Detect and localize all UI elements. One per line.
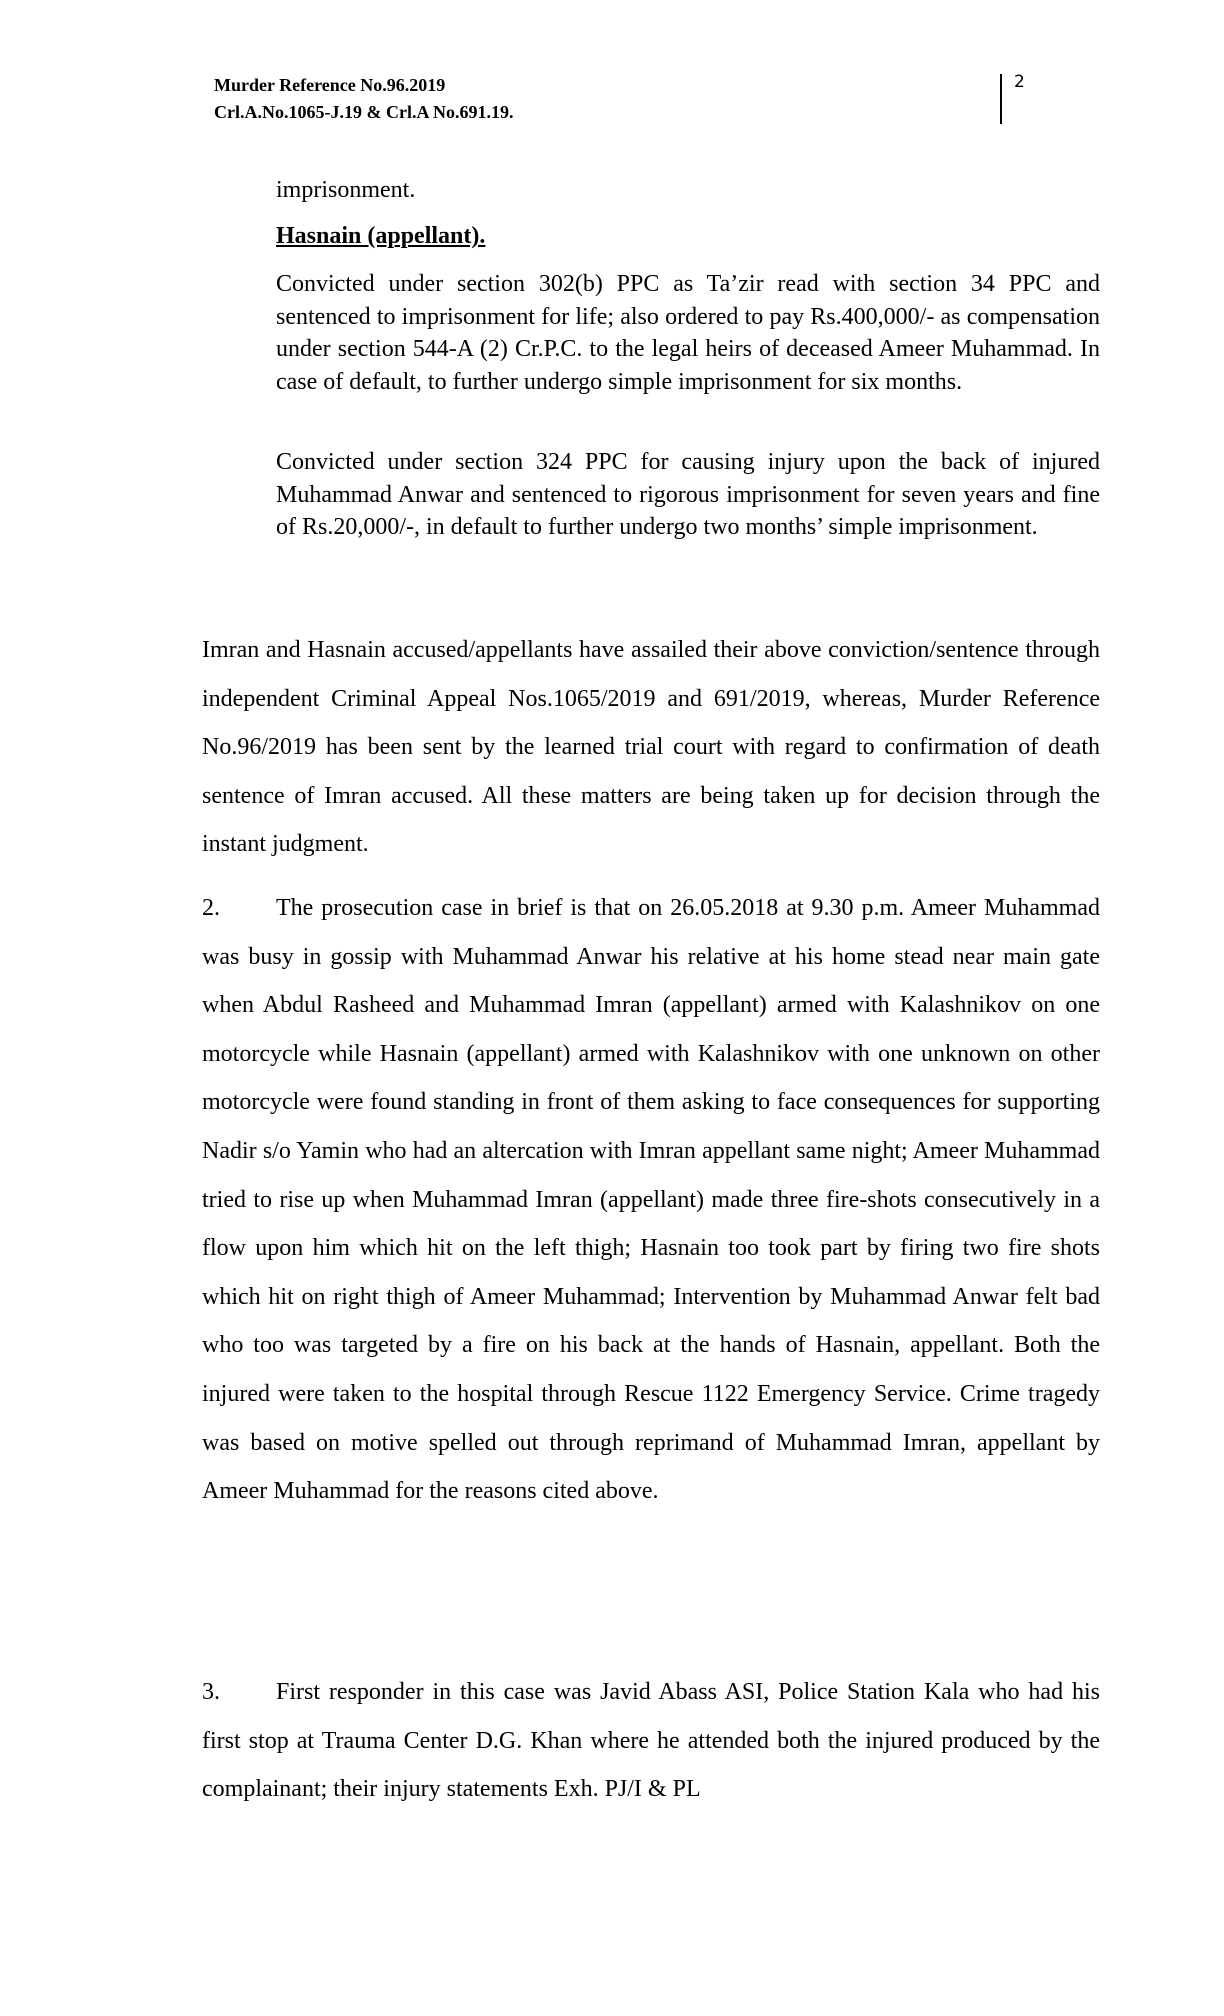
first-responder-paragraph bbox=[202, 1668, 1100, 1814]
conviction-324-text: Convicted under section 324 PPC for causing injury upon the back of injured Muhammad Anwar and sentenced to rigorous imprisonment for seven years and fine of Rs.20,000/-, in default to further undergo two months’ simple imprisonment. bbox=[276, 449, 1100, 540]
case-header-line-2: Crl.A.No.1065-J.19 & Crl.A No.691.19. bbox=[214, 102, 514, 122]
conviction-302-paragraph bbox=[276, 268, 1100, 398]
prosecution-case-paragraph bbox=[202, 884, 1100, 1516]
paragraph-number-2: 2. bbox=[202, 895, 220, 921]
page-number-divider bbox=[1000, 74, 1002, 124]
appellant-heading: Hasnain (appellant). bbox=[276, 223, 486, 249]
case-header-line-1: Murder Reference No.96.2019 bbox=[214, 75, 446, 95]
conviction-302-text: Convicted under section 302(b) PPC as Ta’zir read with section 34 PPC and sentenced to imprisonment for life; also ordered to pay Rs.400,000/- as compensation under section 544-A (2) Cr.P.C. to the legal heirs of deceased Ameer Muhammad. In case of default, to further undergo simple imprisonment for six months. bbox=[276, 271, 1100, 395]
prosecution-case-text: The prosecution case in brief is that on 26.05.2018 at 9.30 p.m. Ameer Muhammad was busy in gossip with Muhammad Anwar his relative at his home stead near main gate when Abdul Rasheed and Muhammad Imran (appellant) armed with Kalashnikov on one motorcycle while Hasnain (appellant) armed with Kalashnikov with one unknown on other motorcycle were found standing in front of them asking to face consequences for supporting Nadir s/o Yamin who had an altercation with Imran appellant same night; Ameer Muhammad tried to rise up when Muhammad Imran (appellant) made three fire-shots consecutively in a flow upon him which hit on the left thigh; Hasnain too took part by firing two fire shots which hit on right thigh of Ameer Muhammad; Intervention by Muhammad Anwar felt bad who too was targeted by a fire on his back at the hands of Hasnain, appellant. Both the injured were taken to the hospital through Rescue 1122 Emergency Service. Crime tragedy was based on motive spelled out through reprimand of Muhammad Imran, appellant by Ameer Muhammad for the reasons cited above. bbox=[202, 895, 1100, 1505]
intro-paragraph: Imran and Hasnain accused/appellants have assailed their above conviction/sentence through independent Criminal Appeal Nos.1065/2019 and 691/2019, whereas, Murder Reference No.96/2019 has been sent by the learned trial court with regard to confirmation of death sentence of Imran accused. All these matters are being taken up for decision through the instant judgment. bbox=[202, 637, 1100, 858]
case-header bbox=[214, 72, 513, 126]
paragraph-number-3: 3. bbox=[202, 1679, 220, 1705]
page-number: 2 bbox=[1014, 72, 1025, 92]
conviction-324-paragraph bbox=[276, 446, 1100, 544]
sentence-fragment: imprisonment. bbox=[276, 177, 416, 203]
first-responder-text: First responder in this case was Javid Abass ASI, Police Station Kala who had his first stop at Trauma Center D.G. Khan where he attended both the injured produced by the complainant; their injury statements Exh. PJ/I & PL bbox=[202, 1679, 1100, 1803]
